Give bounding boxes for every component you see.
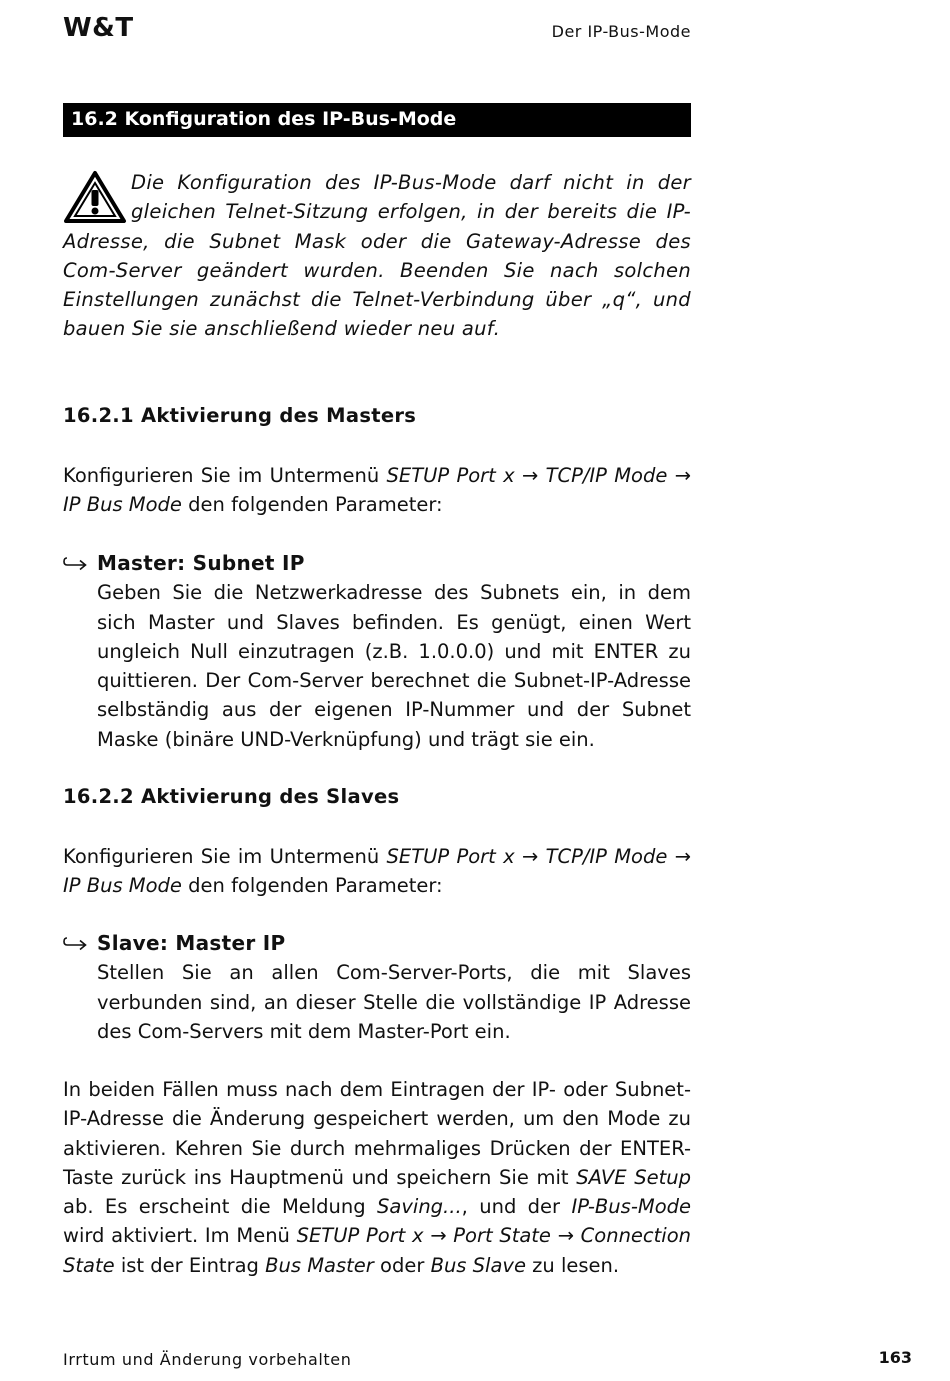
slave-intro-pre: Konfigurieren Sie im Untermenü <box>63 845 387 868</box>
brand-logo: W&T <box>63 13 134 43</box>
closing-bus-slave: Bus Slave <box>430 1253 526 1277</box>
footer-note: Irrtum und Änderung vorbehalten <box>63 1350 352 1369</box>
warning-text: Die Konfiguration des IP-Bus-Mode darf nicht in der gleichen Telnet-Sitzung erfolgen, in der bereits die IP-Adresse, die Subnet Mask oder die Gateway-Adresse des Com-Server geändert wurden. Beenden Sie nach solchen Einstellungen zunächst die Telnet-Verbindung über „q“, und bauen Sie sie anschließend wieder neu auf. <box>63 171 691 341</box>
slave-parameter <box>63 929 691 1046</box>
master-menu-path: SETUP Port x → TCP/IP Mode → IP Bus Mode <box>63 464 691 517</box>
closing-text-5: ist der Eintrag <box>114 1253 266 1277</box>
page-number: 163 <box>878 1348 912 1367</box>
running-head: Der IP-Bus-Mode <box>551 22 691 41</box>
master-intro <box>63 461 691 520</box>
hook-arrow-icon <box>63 929 89 955</box>
closing-text-6: oder <box>373 1253 431 1277</box>
closing-text-7: zu lesen. <box>525 1253 620 1277</box>
master-intro-post: den folgenden Parameter: <box>181 493 443 517</box>
slave-intro <box>63 842 691 901</box>
slave-param-desc: Stellen Sie an allen Com-Server-Ports, die mit Slaves verbunden sind, an dieser Stelle die vollständige IP Adresse des Com-Servers mit dem Master-Port ein. <box>97 961 691 1043</box>
closing-bus-master: Bus Master <box>265 1253 374 1277</box>
hook-arrow-icon <box>63 549 89 575</box>
slave-intro-post: den folgenden Parameter: <box>181 874 443 898</box>
warning-triangle-icon <box>63 170 127 224</box>
subsection-heading-master: 16.2.1 Aktivierung des Masters <box>63 404 417 427</box>
closing-paragraph <box>63 1075 691 1280</box>
master-intro-pre: Konfigurieren Sie im Untermenü <box>63 464 387 487</box>
closing-menu-path: SETUP Port x → Port State → Connection State <box>63 1224 691 1277</box>
warning-note <box>63 168 691 344</box>
closing-mode: IP-Bus-Mode <box>571 1195 691 1219</box>
closing-text-1: In beiden Fällen muss nach dem Eintragen der IP- oder Subnet-IP-Adresse die Änderung gespeichert werden, um den Mode zu aktivieren. Kehren Sie durch mehrmaliges Drücken der ENTER-Taste zurück ins Hauptmenü und speichern Sie mit <box>63 1078 691 1189</box>
master-parameter <box>63 549 691 754</box>
master-param-title: Master: Subnet IP <box>97 551 305 575</box>
closing-text-2: ab. Es erscheint die Meldung <box>63 1195 378 1219</box>
subsection-heading-slave: 16.2.2 Aktivierung des Slaves <box>63 785 400 808</box>
closing-save-setup: SAVE Setup <box>576 1165 691 1189</box>
section-title: 16.2 Konfiguration des IP-Bus-Mode <box>63 103 691 137</box>
slave-menu-path: SETUP Port x → TCP/IP Mode → IP Bus Mode <box>63 845 691 898</box>
closing-text-4: wird aktiviert. Im Menü <box>63 1224 297 1248</box>
slave-param-title: Slave: Master IP <box>97 931 286 955</box>
closing-text-3: , und der <box>461 1195 572 1219</box>
master-param-desc: Geben Sie die Netzwerkadresse des Subnets ein, in dem sich Master und Slaves befinden. Es genügt, einen Wert ungleich Null einzutragen (z.B. 1.0.0.0) und mit ENTER zu quittieren. Der Com-Server berechnet die Subnet-IP-Adresse selbständig aus der eigenen IP-Nummer und der Subnet Maske (binäre UND-Verknüpfung) und trägt sie ein. <box>97 581 691 751</box>
closing-saving: Saving... <box>377 1195 462 1219</box>
